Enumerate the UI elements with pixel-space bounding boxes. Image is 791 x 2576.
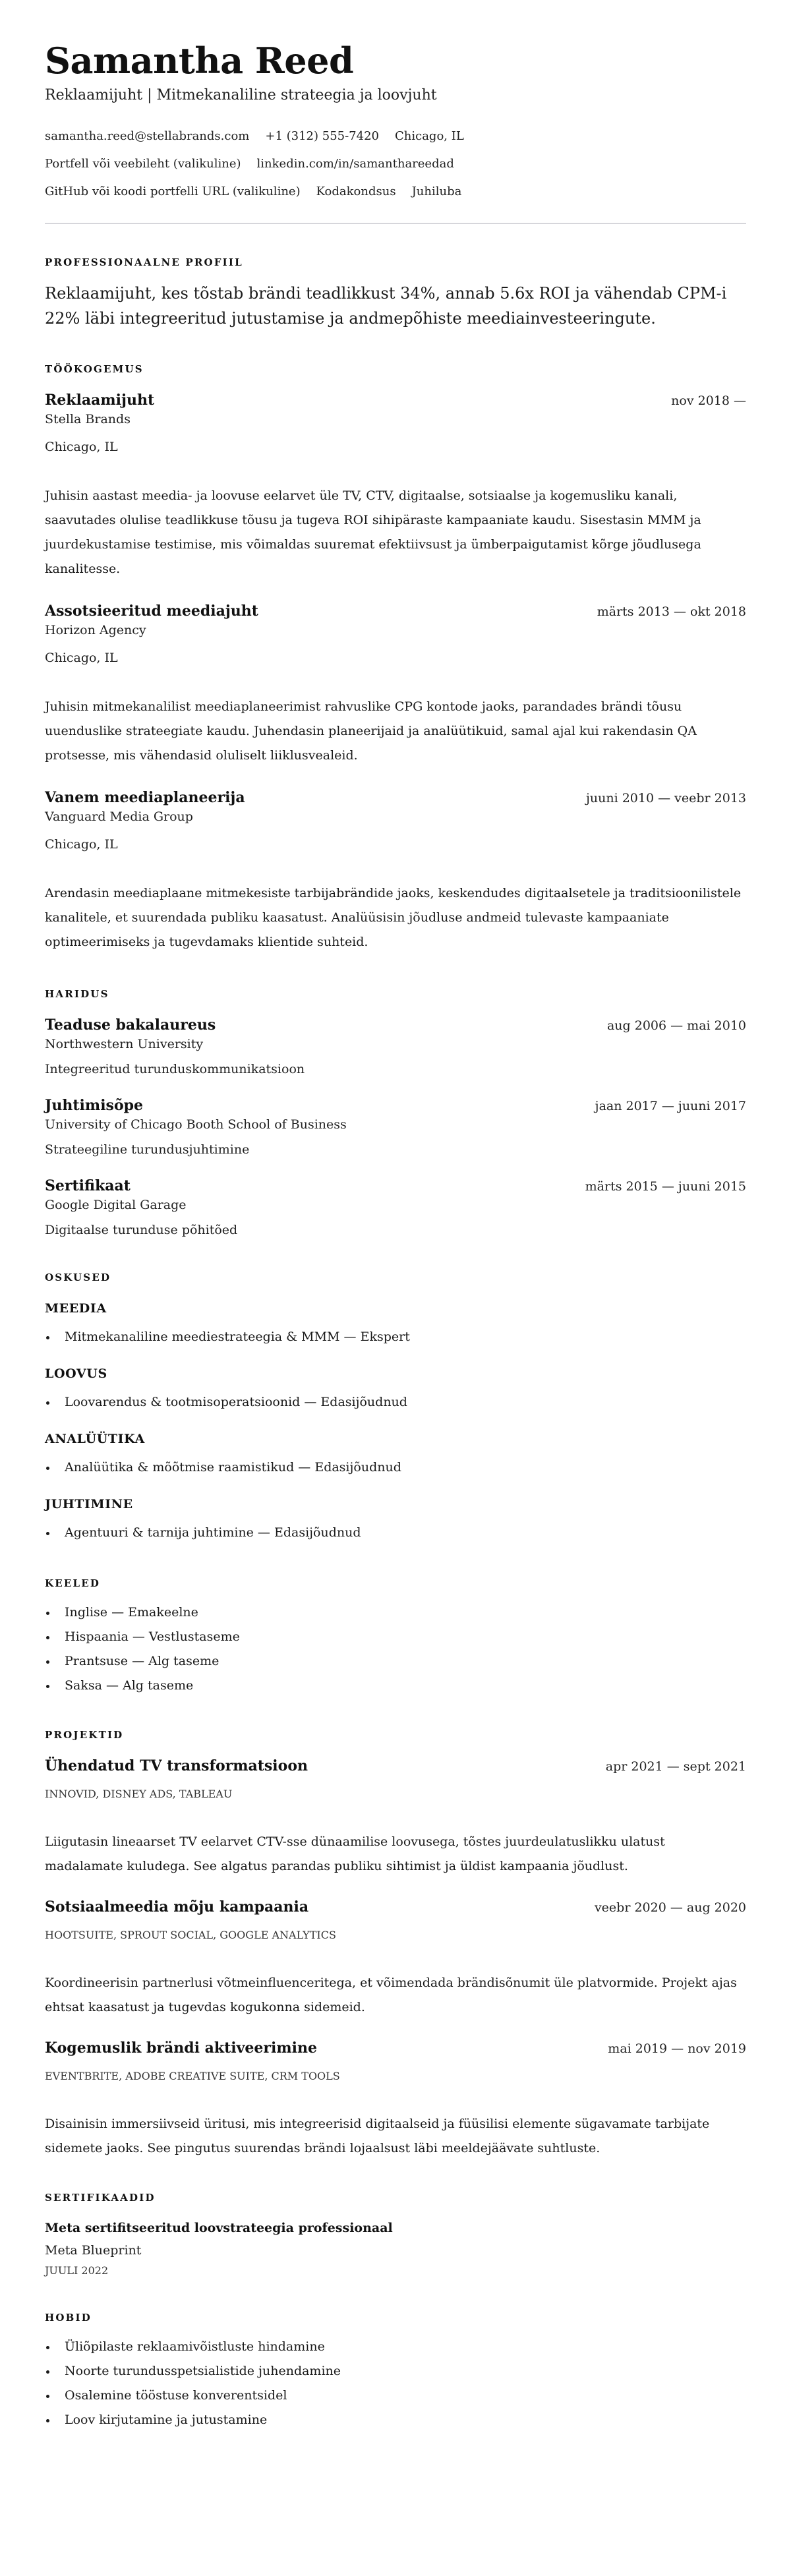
skill-group [45, 1365, 746, 1415]
section-hobbies [45, 2311, 746, 2432]
language-item: Hispaania — Vestlustaseme [45, 1625, 746, 1649]
project-tech-stack: INNOVID, DISNEY ADS, TABLEAU [45, 1788, 233, 1800]
job-location: Chicago, IL [45, 651, 118, 665]
hobby-item: Osalemine tööstuse konverentsidel [45, 2384, 746, 2408]
job-title: Assotsieeritud meediajuht [45, 602, 258, 620]
skill-group [45, 1496, 746, 1545]
education-dates: märts 2015 — juuni 2015 [585, 1179, 746, 1194]
language-item: Prantsuse — Alg taseme [45, 1649, 746, 1674]
education-item [45, 1096, 746, 1159]
contact-linkedin[interactable]: linkedin.com/in/samanthareedad [256, 157, 454, 171]
job-location: Chicago, IL [45, 837, 118, 852]
header-divider [45, 223, 746, 224]
project-item [45, 1897, 746, 2020]
hobby-item: Loov kirjutamine ja jutustamine [45, 2408, 746, 2432]
project-tech-stack: HOOTSUITE, SPROUT SOCIAL, GOOGLE ANALYTICS [45, 1929, 336, 1941]
job-description: Juhisin mitmekanalilist meediaplaneerimist rahvuslike CPG kontode jaoks, parandades brändi tõusu uuenduslike strateegiate kaudu. Juhendasin planeerijaid ja analüütikuid, samal ajal kui rakendasin QA protsesse, mis vähendasid oluliselt liiklusvealeid. [45, 699, 697, 763]
school-name: Northwestern University [45, 1037, 204, 1051]
resume-header [45, 38, 746, 200]
study-field: Digitaalse turunduse põhitõed [45, 1223, 238, 1237]
project-name: Kogemuslik brändi aktiveerimine [45, 2039, 317, 2057]
education-item [45, 1015, 746, 1078]
project-item [45, 2038, 746, 2161]
job-title: Vanem meediaplaneerija [45, 789, 245, 806]
contact-row-extra [45, 183, 746, 200]
school-name: University of Chicago Booth School of Business [45, 1117, 347, 1132]
contact-row-links [45, 156, 746, 173]
project-dates: mai 2019 — nov 2019 [608, 2041, 746, 2056]
study-field: Strateegiline turundusjuhtimine [45, 1142, 250, 1157]
skill-group [45, 1430, 746, 1480]
job-dates: nov 2018 — [671, 394, 746, 408]
job-company: Horizon Agency [45, 623, 146, 637]
skill-category: LOOVUS [45, 1366, 107, 1381]
skill-list [45, 1455, 746, 1480]
contact-location: Chicago, IL [395, 129, 464, 143]
contact-portfolio[interactable]: Portfell või veebileht (valikuline) [45, 157, 241, 171]
skill-category: MEEDIA [45, 1301, 107, 1316]
contact-drivers-license: Juhiluba [411, 185, 462, 198]
project-dates: veebr 2020 — aug 2020 [594, 1900, 746, 1915]
language-item: Inglise — Emakeelne [45, 1600, 746, 1625]
certification-name: Meta sertifitseeritud loovstrateegia professionaal [45, 2221, 393, 2235]
hobby-item: Noorte turundusspetsialistide juhendamine [45, 2359, 746, 2384]
language-list [45, 1600, 746, 1698]
experience-item [45, 601, 746, 768]
job-description: Juhisin aastast meedia- ja loovuse eelarvet üle TV, CTV, digitaalse, sotsiaalse ja kogemusliku kanali, saavutades olulise teadlikkuse tõusu ja tugeva ROI sihipäraste kampaaniate kaudu. Sisestasin MMM ja juurdekustamise testimise, mis võimaldas suuremat efektiivsust ja ümberpaigutamist kõrge jõudlusega kanalitesse. [45, 488, 701, 576]
skill-list [45, 1325, 746, 1349]
language-item: Saksa — Alg taseme [45, 1674, 746, 1698]
project-list [45, 1756, 746, 2161]
section-projects [45, 1728, 746, 2161]
section-profile [45, 256, 746, 331]
job-title: Reklaamijuht [45, 392, 155, 409]
section-title-education: HARIDUS [45, 988, 109, 1000]
certification-item [45, 2219, 746, 2278]
degree-title: Teaduse bakalaureus [45, 1016, 216, 1034]
contact-github[interactable]: GitHub või koodi portfelli URL (valikuline) [45, 185, 301, 198]
project-description: Koordineerisin partnerlusi võtmeinfluenceritega, et võimendada brändisõnumit üle platvormide. Projekt ajas ehtsat kaasatust ja tugevdas kogukonna sidemeid. [45, 1976, 737, 2014]
education-list [45, 1015, 746, 1239]
job-description: Arendasin meediaplaane mitmekesiste tarbijabrändide jaoks, keskendudes digitaalsetele ja traditsioonilistele kanalitele, et suurendada publiku kaasatust. Analüüsisin jõudluse andmeid tulevaste kampaaniate optimeerimiseks ja tugevdamaks klientide suhteid. [45, 886, 742, 949]
project-name: Ühendatud TV transformatsioon [45, 1757, 308, 1774]
contact-citizenship: Kodakondsus [316, 185, 396, 198]
degree-title: Sertifikaat [45, 1177, 131, 1194]
contact-email[interactable]: samantha.reed@stellabrands.com [45, 129, 250, 143]
section-certifications [45, 2191, 746, 2278]
job-company: Stella Brands [45, 412, 131, 426]
certification-issuer: Meta Blueprint [45, 2243, 142, 2258]
experience-list [45, 390, 746, 954]
profile-summary: Reklaamijuht, kes tõstab brändi teadlikkust 34%, annab 5.6x ROI ja vähendab CPM-i 22% läbi integreeritud jutustamise ja andmepõhiste meediainvesteeringute. [45, 284, 727, 328]
study-field: Integreeritud turunduskommunikatsioon [45, 1062, 305, 1076]
candidate-headline: Reklaamijuht | Mitmekanaliline strateegia ja loovjuht [45, 87, 437, 103]
project-tech-stack: EVENTBRITE, ADOBE CREATIVE SUITE, CRM TOOLS [45, 2070, 340, 2082]
section-experience [45, 363, 746, 954]
skill-item: Agentuuri & tarnija juhtimine — Edasijõudnud [45, 1521, 746, 1545]
education-dates: aug 2006 — mai 2010 [606, 1018, 746, 1033]
section-title-profile: PROFESSIONAALNE PROFIIL [45, 256, 243, 268]
school-name: Google Digital Garage [45, 1198, 187, 1212]
skill-group [45, 1300, 746, 1349]
skill-list [45, 1390, 746, 1415]
section-languages [45, 1577, 746, 1698]
section-title-languages: KEELED [45, 1577, 101, 1589]
skill-category: ANALÜÜTIKA [45, 1432, 145, 1446]
education-item [45, 1176, 746, 1239]
hobby-item: Üliõpilaste reklaamivõistluste hindamine [45, 2335, 746, 2359]
section-title-certifications: SERTIFIKAADID [45, 2192, 156, 2204]
contact-phone[interactable]: +1 (312) 555-7420 [265, 129, 379, 143]
job-dates: märts 2013 — okt 2018 [597, 604, 746, 619]
project-description: Liigutasin lineaarset TV eelarvet CTV-sse dünaamilise loovusega, tõstes juurdeulatuslikku ulatust madalamate kuludega. See algatus parandas publiku sihtimist ja üldist kampaania jõudlust. [45, 1834, 665, 1873]
section-education [45, 987, 746, 1239]
skill-item: Loovarendus & tootmisoperatsioonid — Edasijõudnud [45, 1390, 746, 1415]
project-description: Disainisin immersiivseid üritusi, mis integreerisid digitaalseid ja füüsilisi elemente sügavamate tarbijate sidemete jaoks. See pingutus suurendas brändi lojaalsust läbi meeldejäävate suhtluste. [45, 2117, 710, 2155]
section-title-hobbies: HOBID [45, 2312, 92, 2324]
job-location: Chicago, IL [45, 440, 118, 454]
certification-date: JUULI 2022 [45, 2264, 109, 2277]
degree-title: Juhtimisõpe [45, 1097, 143, 1114]
project-name: Sotsiaalmeedia mõju kampaania [45, 1898, 309, 1916]
section-skills [45, 1271, 746, 1545]
skill-item: Analüütika & mõõtmise raamistikud — Edasijõudnud [45, 1455, 746, 1480]
section-title-projects: PROJEKTID [45, 1729, 124, 1741]
skill-item: Mitmekanaliline meediestrateegia & MMM — Ekspert [45, 1325, 746, 1349]
experience-item [45, 390, 746, 581]
section-title-skills: OSKUSED [45, 1272, 111, 1283]
hobby-list [45, 2335, 746, 2432]
project-item [45, 1756, 746, 1879]
job-dates: juuni 2010 — veebr 2013 [585, 791, 746, 805]
project-dates: apr 2021 — sept 2021 [605, 1759, 746, 1774]
section-title-experience: TÖÖKOGEMUS [45, 363, 144, 375]
contact-row-primary [45, 128, 746, 145]
education-dates: jaan 2017 — juuni 2017 [595, 1099, 746, 1113]
candidate-name: Samantha Reed [45, 40, 354, 82]
skill-category: JUHTIMINE [45, 1497, 133, 1511]
experience-item [45, 788, 746, 954]
job-company: Vanguard Media Group [45, 809, 193, 824]
skill-list [45, 1521, 746, 1545]
